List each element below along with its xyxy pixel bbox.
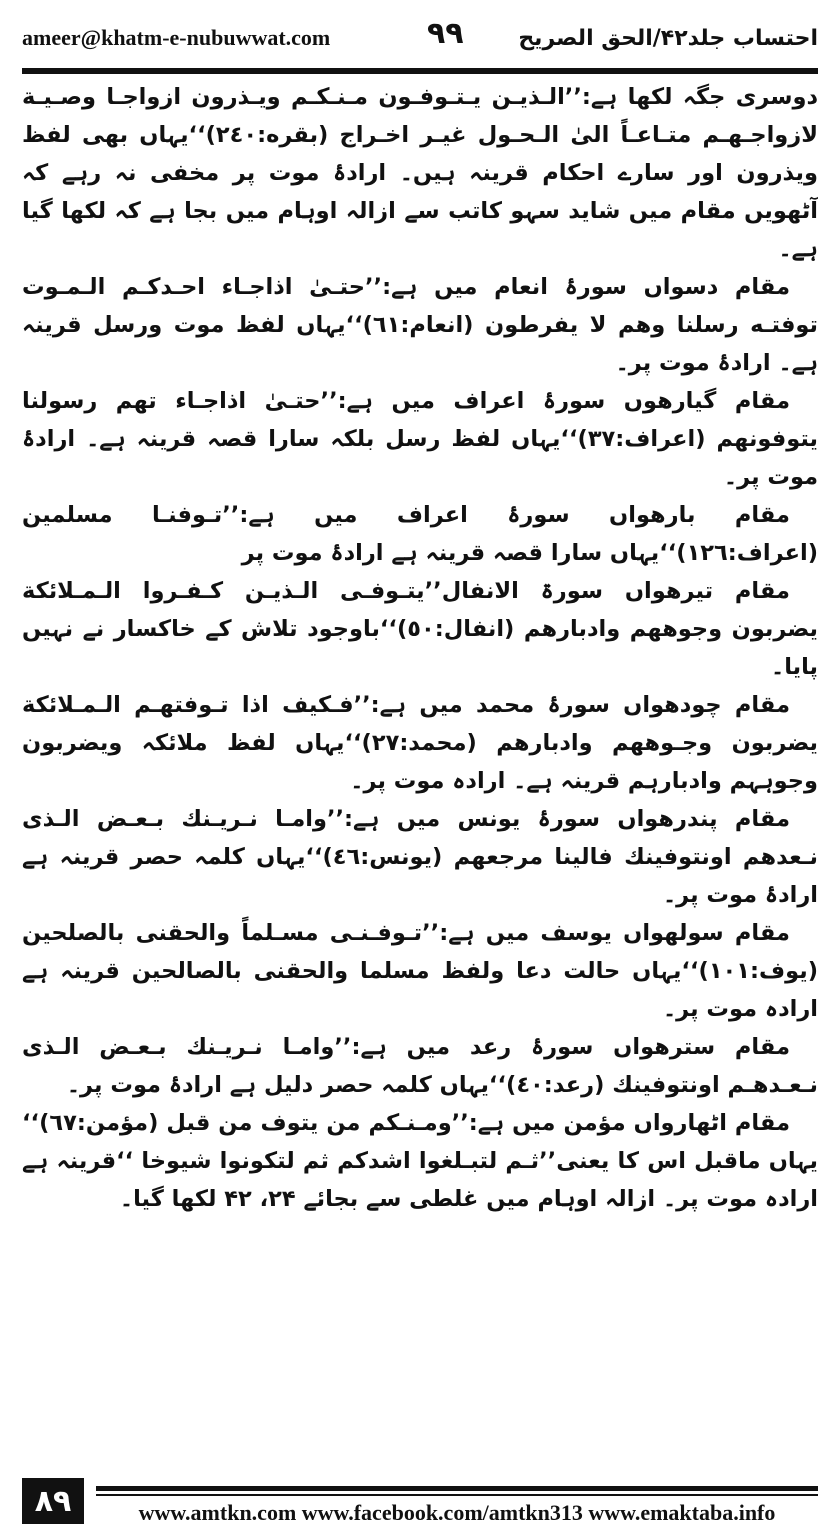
footer-page-number: ۸۹ [22, 1478, 84, 1524]
paragraph: مقام بارھواں سورۂ اعراف میں ہے:’’تـوفنـا مسلمين (اعراف:١٢٦)‘‘یہاں سارا قصہ قرینہ ہے ارادۂ موت پر [22, 502, 818, 566]
paragraph: مقام اٹھارواں مؤمن میں ہے:’’ومـنـكم من يتوف من قبل (مؤمن:٦٧)‘‘ یہاں ماقبل اس کا یعنی’’ثـم لتبـلغوا اشدكم ثم لتكونوا شيوخا ‘‘قرینہ ہے ارادہ موت پر۔ ازالہ اوہام میں غلطی سے بجائے ۲۴، ۴۲ لکھا گیا۔ [22, 1110, 818, 1212]
header-email: ameer@khatm-e-nubuwwat.com [22, 25, 331, 50]
paragraph: مقام پندرھواں سورۂ یونس میں ہے:’’وامـا نـريـنك بـعـض الـذی نـعدهم اونتوفينك فالينا مرجعهم (يونس:٤٦)‘‘یہاں کلمہ حصر قرینہ ہے ارادۂ موت پر۔ [22, 806, 818, 908]
footer-links[interactable]: www.amtkn.com www.facebook.com/amtkn313 www.emaktaba.info [138, 1500, 776, 1525]
header-book-title: احتساب جلد۴۲/الحق الصریح [518, 25, 818, 51]
paragraph: مقام سولھواں یوسف میں ہے:’’تـوفـنـی مسـلماً والحقنی بالصلحين (يوف:١٠١)‘‘یہاں حالت دعا ولفظ مسلما والحقنی بالصالحين قرینہ ہے ارادہ موت پر۔ [22, 920, 818, 1022]
paragraph: مقام دسواں سورۂ انعام میں ہے:’’حتـیٰ اذاجـاء احـدكـم الـمـوت توفتـه رسلنا وهم لا يفرطون (انعام:٦١)‘‘یہاں لفظ موت ورسل قرینہ ہے۔ ارادۂ موت پر۔ [22, 274, 818, 376]
paragraph: مقام سترھواں سورۂ رعد میں ہے:’’وامـا نـريـنك بـعـض الـذی نـعـدهـم اونتوفينك (رعد:٤٠)‘‘یہاں کلمہ حصر دلیل ہے ارادۂ موت پر۔ [22, 1034, 818, 1098]
paragraph: مقام تیرھواں سورۃ الانفال’’يتـوفـی الـذيـن كـفـروا الـمـلائكة يضربون وجوههم وادبارهم (انفال:٥٠)‘‘باوجود تلاش کے خاکسار نے نہیں پایا۔ [22, 578, 818, 680]
paragraph: دوسری جگہ لکھا ہے:’’الـذيـن يـتـوفـون مـنـكـم ويـذرون ازواجـا وصـيـة لازواجـهـم متـاعـاً الیٰ الـحـول غيـر اخـراج (بقره:٢٤٠)‘‘یہاں بھی لفظ ویذرون اور سارے احکام قرینہ ہیں۔ ارادۂ موت پر مخفی نہ رہے کہ آٹھویں مقام میں شاید سہو کاتب سے ازالہ اوہام میں بجا ہے کہ لکھا گیا ہے۔ [22, 84, 818, 262]
page-header [22, 14, 818, 62]
footer-rule-thin [96, 1494, 818, 1496]
footer-rule [96, 1486, 818, 1491]
header-page-number: ۹۹ [427, 16, 464, 51]
paragraph: مقام گیارھوں سورۂ اعراف میں ہے:’’حتـیٰ اذاجـاء تهم رسولنا يتوفونهم (اعراف:٣٧)‘‘یہاں لفظ رسل بلکہ سارا قصہ قرینہ ہے۔ ارادۂ موت پر۔ [22, 388, 818, 490]
header-rule [22, 68, 818, 74]
paragraph: مقام چودھواں سورۂ محمد میں ہے:’’فـكيف اذا تـوفتهـم الـمـلائكة يضربون وجـوههم وادبارهم (محمد:٢٧)‘‘یہاں لفظ ملائکہ ویضربون وجوہہم وادبارہم قرینہ ہے۔ ارادہ موت پر۔ [22, 692, 818, 794]
page-body [22, 78, 818, 1468]
